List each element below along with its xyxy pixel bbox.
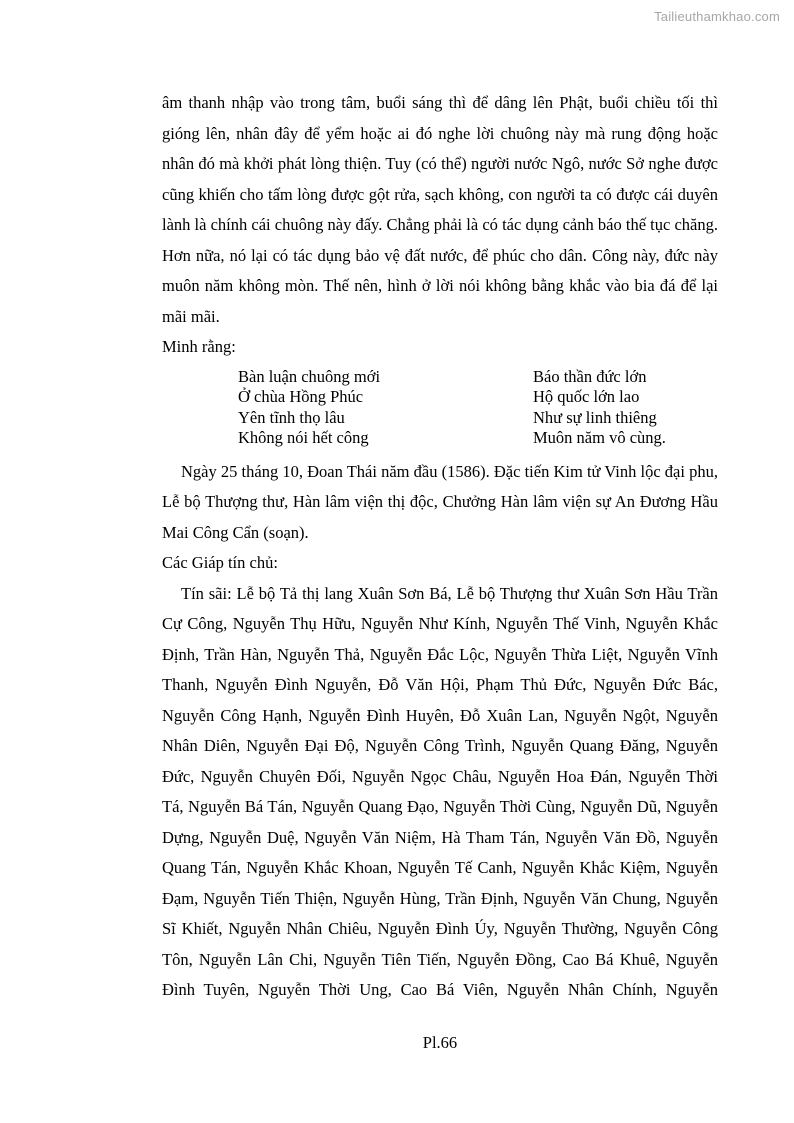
verse-line: Ở chùa Hồng Phúc [238, 387, 364, 406]
verse-line: Bàn luận chuông mới [238, 366, 381, 386]
verse-line: Yên tĩnh thọ lâu [238, 407, 345, 427]
verse-left-column [238, 367, 533, 449]
verse-line: Không nói hết công [238, 428, 369, 447]
paragraph-intro: âm thanh nhập vào trong tâm, buổi sáng thì để dâng lên Phật, buổi chiều tối thì gióng lên, nhân đây để yểm hoặc ai đó nghe lời chuông này mà rung động hoặc nhân đó mà khởi phát lòng thiện. Tuy (có thể) người nước Ngô, nước Sở nghe được cũng khiến cho tấm lòng được gột rửa, sạch không, con người ta có được cái duyên lành là chính cái chuông này đấy. Chẳng phải là có tác dụng cảnh báo thế tục chăng. Hơn nữa, nó lại có tác dụng bảo vệ đất nước, để phúc cho dân. Công này, đức này muôn năm không mòn. Thế nên, hình ở lời nói không bằng khắc vào bia đá để lại mãi mãi. [162, 93, 718, 326]
watermark: Tailieuthamkhao.com [654, 9, 780, 24]
verse-line: Hộ quốc lớn lao [533, 387, 640, 406]
section-label: Các Giáp tín chủ: [162, 553, 278, 572]
verse-block [162, 367, 718, 449]
verse-line: Muôn năm vô cùng. [533, 428, 666, 447]
page-content [162, 88, 718, 1006]
verse-right-column [533, 367, 718, 449]
page-number: Pl.66 [422, 1033, 458, 1052]
paragraph-date: Ngày 25 tháng 10, Đoan Thái năm đầu (1586). Đặc tiến Kim tử Vinh lộc đại phu, Lễ bộ Thượng thư, Hàn lâm viện thị độc, Chưởng Hàn lâm viện sự An Đương Hầu Mai Công Cẩn (soạn). [162, 461, 718, 542]
verse-line: Báo thần đức lớn [533, 366, 647, 386]
minh-heading: Minh rằng: [162, 337, 236, 356]
paragraph-donors: Tín sãi: Lễ bộ Tả thị lang Xuân Sơn Bá, Lễ bộ Thượng thư Xuân Sơn Hầu Trần Cự Công, Nguyễn Thụ Hữu, Nguyễn Như Kính, Nguyễn Thế Vinh, Nguyễn Khắc Định, Trần Hàn, Nguyễn Thả, Nguyễn Đắc Lộc, Nguyễn Thừa Liệt, Nguyễn Vĩnh Thanh, Nguyễn Đình Nguyễn, Đỗ Văn Hội, Phạm Thủ Đức, Nguyễn Đức Bác, Nguyễn Công Hạnh, Nguyễn Đình Huyên, Đỗ Xuân Lan, Nguyễn Ngột, Nguyễn Nhân Diên, Nguyễn Đại Độ, Nguyễn Công Trình, Nguyễn Quang Đăng, Nguyễn Đức, Nguyễn Chuyên Đối, Nguyễn Ngọc Châu, Nguyễn Hoa Đán, Nguyễn Thời Tá, Nguyễn Bá Tán, Nguyễn Quang Đạo, Nguyễn Thời Cùng, Nguyễn Dũ, Nguyễn Dựng, Nguyễn Duệ, Nguyễn Văn Niệm, Hà Tham Tán, Nguyễn Văn Đồ, Nguyễn Quang Tán, Nguyễn Khắc Khoan, Nguyễn Tế Canh, Nguyễn Khắc Kiệm, Nguyễn Đạm, Nguyễn Tiến Thiện, Nguyễn Hùng, Trần Định, Nguyễn Văn Chung, Nguyễn Sĩ Khiết, Nguyễn Nhân Chiêu, Nguyễn Đình Úy, Nguyễn Thường, Nguyễn Công Tôn, Nguyễn Lân Chi, Nguyễn Tiên Tiến, Nguyễn Đồng, Cao Bá Khuê, Nguyễn Đình Tuyên, Nguyễn Thời Ung, Cao Bá Viên, Nguyễn Nhân Chính, Nguyễn [162, 583, 718, 999]
verse-line: Như sự linh thiêng [533, 407, 657, 427]
